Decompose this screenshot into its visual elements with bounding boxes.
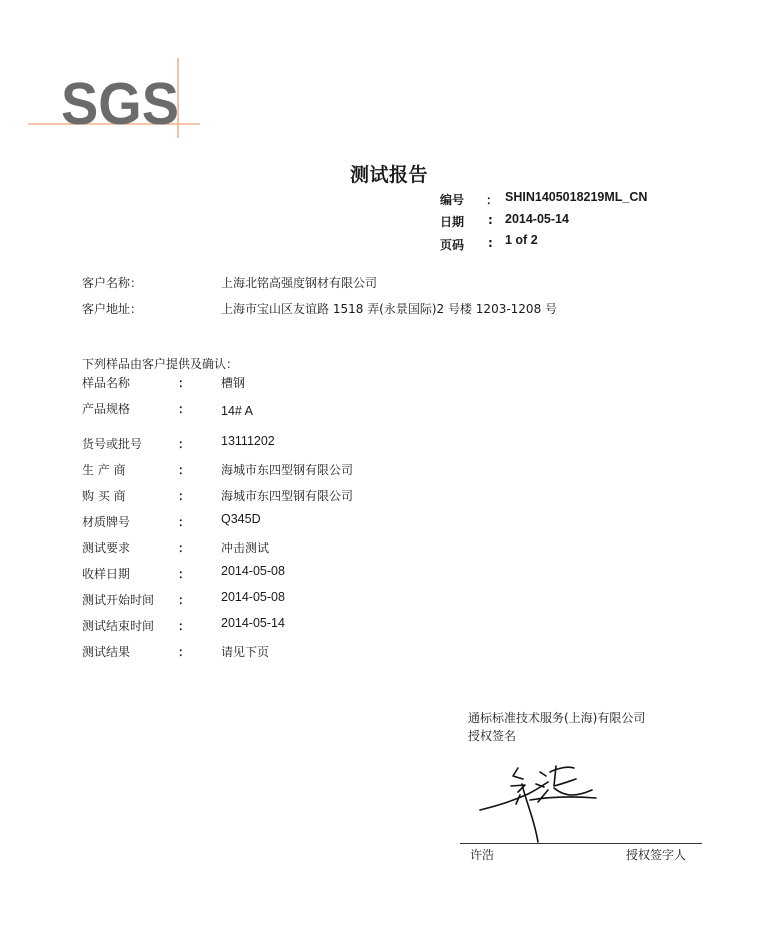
batch-number-label: 货号或批号 bbox=[82, 437, 143, 451]
received-date-label: 收样日期 bbox=[82, 567, 131, 581]
manufacturer-label: 生 产 商 bbox=[82, 463, 126, 477]
test-request-label: 测试要求 bbox=[82, 541, 131, 555]
report-date-value: 2014-05-14 bbox=[505, 212, 569, 226]
client-address-value: 上海市宝山区友谊路 1518 弄(永景国际)2 号楼 1203-1208 号 bbox=[221, 302, 558, 316]
material-grade-label: 材质牌号 bbox=[82, 515, 131, 529]
manufacturer-value: 海城市东四型钢有限公司 bbox=[221, 463, 354, 477]
sample-name-sep: ： bbox=[178, 376, 191, 390]
received-date-value: 2014-05-08 bbox=[221, 564, 285, 578]
buyer-label: 购 买 商 bbox=[82, 489, 126, 503]
report-number-label: 编号 bbox=[440, 193, 465, 207]
manufacturer-sep: ： bbox=[178, 463, 191, 477]
report-title: 测试报告 bbox=[350, 164, 429, 186]
test-start-sep: ： bbox=[178, 593, 191, 607]
signature-line bbox=[460, 843, 702, 844]
signing-company: 通标标准技术服务(上海)有限公司 bbox=[468, 711, 646, 725]
material-grade-value: Q345D bbox=[221, 512, 261, 526]
test-request-value: 冲击测试 bbox=[221, 541, 270, 555]
batch-number-value: 13111202 bbox=[221, 434, 275, 448]
report-date-sep: : bbox=[488, 213, 493, 227]
report-number-sep: ： bbox=[486, 193, 499, 207]
page-number-sep: : bbox=[488, 236, 493, 250]
logo-text: SGS bbox=[61, 71, 179, 137]
product-spec-label: 产品规格 bbox=[82, 402, 131, 416]
handwritten-signature bbox=[478, 762, 608, 844]
test-result-label: 测试结果 bbox=[82, 645, 131, 659]
test-result-value: 请见下页 bbox=[221, 645, 270, 659]
batch-number-sep: ： bbox=[178, 437, 191, 451]
test-end-sep: ： bbox=[178, 619, 191, 633]
buyer-sep: ： bbox=[178, 489, 191, 503]
page-number-value: 1 of 2 bbox=[505, 233, 538, 247]
report-date-label: 日期 bbox=[440, 215, 465, 229]
product-spec-value: 14# A bbox=[221, 404, 253, 418]
buyer-value: 海城市东四型钢有限公司 bbox=[221, 489, 354, 503]
received-date-sep: ： bbox=[178, 567, 191, 581]
report-number-value: SHIN1405018219ML_CN bbox=[505, 190, 648, 204]
page-number-label: 页码 bbox=[440, 238, 465, 252]
test-result-sep: ： bbox=[178, 645, 191, 659]
test-start-label: 测试开始时间 bbox=[82, 593, 155, 607]
sample-name-value: 槽钢 bbox=[221, 376, 246, 390]
sample-name-label: 样品名称 bbox=[82, 376, 131, 390]
signatory-name: 许浩 bbox=[470, 848, 495, 862]
client-name-value: 上海北铭高强度钢材有限公司 bbox=[221, 276, 378, 290]
test-end-label: 测试结束时间 bbox=[82, 619, 155, 633]
test-request-sep: ： bbox=[178, 541, 191, 555]
test-start-value: 2014-05-08 bbox=[221, 590, 285, 604]
material-grade-sep: ： bbox=[178, 515, 191, 529]
product-spec-sep: ： bbox=[178, 402, 191, 416]
authorized-signature-label: 授权签名 bbox=[468, 729, 517, 743]
sgs-logo bbox=[28, 58, 203, 138]
client-name-label: 客户名称： bbox=[82, 276, 143, 290]
signatory-role: 授权签字人 bbox=[626, 848, 687, 862]
test-end-value: 2014-05-14 bbox=[221, 616, 285, 630]
client-address-label: 客户地址： bbox=[82, 302, 143, 316]
sample-intro: 下列样品由客户提供及确认： bbox=[82, 357, 239, 371]
